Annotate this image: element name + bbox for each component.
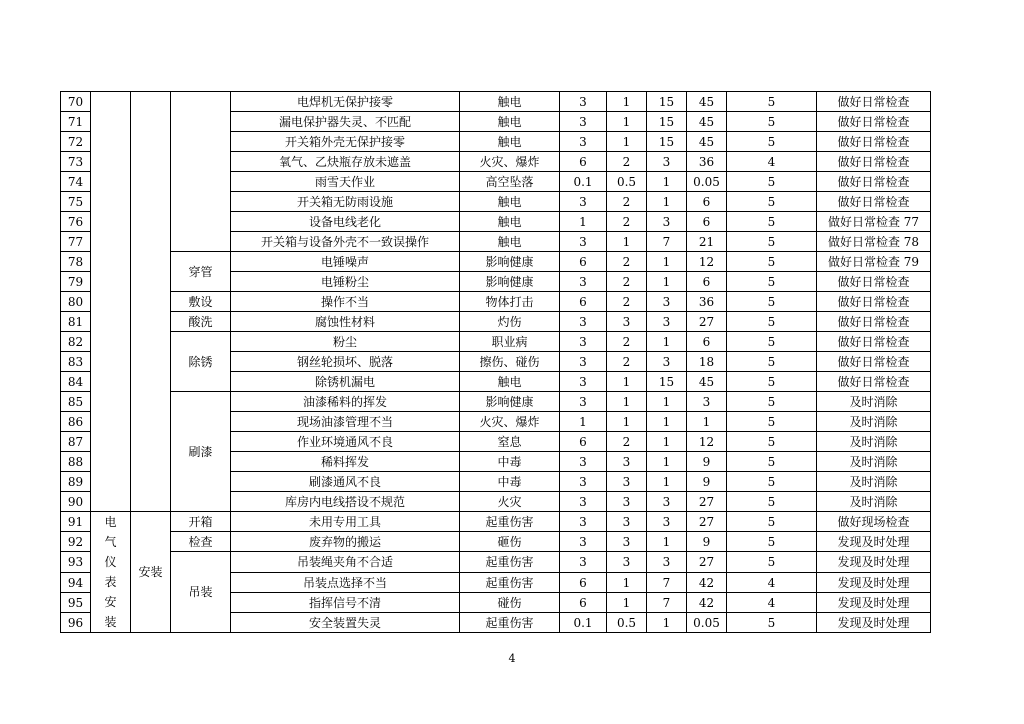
row-number: 75 <box>61 192 91 212</box>
d-value-cell: 6 <box>687 212 727 232</box>
accident-cell: 起重伤害 <box>460 573 560 593</box>
row-number: 81 <box>61 312 91 332</box>
work-step-chuanguan: 穿管 <box>171 252 231 292</box>
work-step-jiancha: 检查 <box>171 532 231 552</box>
hazard-cell: 氧气、乙炔瓶存放未遮盖 <box>231 152 460 172</box>
accident-cell: 触电 <box>460 112 560 132</box>
c-value-cell: 1 <box>647 392 687 412</box>
accident-cell: 触电 <box>460 92 560 112</box>
row-number: 82 <box>61 332 91 352</box>
l-value-cell: 3 <box>560 472 607 492</box>
hazard-cell: 雨雪天作业 <box>231 172 460 192</box>
c-value-cell: 7 <box>647 593 687 613</box>
d-value-cell: 27 <box>687 512 727 532</box>
accident-cell: 中毒 <box>460 452 560 472</box>
table-row <box>61 92 931 112</box>
risk-level-cell: 5 <box>727 172 817 192</box>
risk-assessment-table <box>60 91 931 633</box>
row-number: 80 <box>61 292 91 312</box>
c-value-cell: 15 <box>647 372 687 392</box>
e-value-cell: 2 <box>607 332 647 352</box>
e-value-cell: 1 <box>607 232 647 252</box>
e-value-cell: 2 <box>607 212 647 232</box>
category-blank <box>91 92 131 512</box>
risk-level-cell: 5 <box>727 472 817 492</box>
control-measure-cell: 做好日常检查 <box>817 272 931 292</box>
l-value-cell: 3 <box>560 512 607 532</box>
category-char: 安 <box>104 595 117 609</box>
e-value-cell: 3 <box>607 512 647 532</box>
d-value-cell: 9 <box>687 532 727 552</box>
accident-cell: 职业病 <box>460 332 560 352</box>
hazard-cell: 腐蚀性材料 <box>231 312 460 332</box>
e-value-cell: 3 <box>607 452 647 472</box>
row-number: 88 <box>61 452 91 472</box>
d-value-cell: 0.05 <box>687 613 727 633</box>
control-measure-cell: 做好现场检查 <box>817 512 931 532</box>
control-measure-cell: 发现及时处理 <box>817 552 931 573</box>
d-value-cell: 45 <box>687 132 727 152</box>
risk-level-cell: 5 <box>727 232 817 252</box>
accident-cell: 灼伤 <box>460 312 560 332</box>
l-value-cell: 3 <box>560 532 607 552</box>
hazard-cell: 库房内电线搭设不规范 <box>231 492 460 512</box>
d-value-cell: 36 <box>687 292 727 312</box>
l-value-cell: 0.1 <box>560 613 607 633</box>
work-step-kaixiang: 开箱 <box>171 512 231 532</box>
risk-level-cell: 5 <box>727 512 817 532</box>
risk-level-cell: 4 <box>727 152 817 172</box>
row-number: 93 <box>61 552 91 573</box>
control-measure-cell: 做好日常检查 <box>817 192 931 212</box>
table-row <box>61 392 931 412</box>
control-measure-cell: 做好日常检查 <box>817 92 931 112</box>
row-number: 96 <box>61 613 91 633</box>
control-measure-cell: 做好日常检查 <box>817 332 931 352</box>
c-value-cell: 15 <box>647 112 687 132</box>
row-number: 89 <box>61 472 91 492</box>
l-value-cell: 3 <box>560 452 607 472</box>
d-value-cell: 6 <box>687 272 727 292</box>
l-value-cell: 6 <box>560 292 607 312</box>
accident-cell: 触电 <box>460 372 560 392</box>
l-value-cell: 1 <box>560 212 607 232</box>
d-value-cell: 27 <box>687 312 727 332</box>
control-measure-cell: 发现及时处理 <box>817 613 931 633</box>
d-value-cell: 3 <box>687 392 727 412</box>
row-number: 74 <box>61 172 91 192</box>
accident-cell: 碰伤 <box>460 593 560 613</box>
work-step-blank <box>171 92 231 252</box>
c-value-cell: 15 <box>647 132 687 152</box>
l-value-cell: 6 <box>560 573 607 593</box>
d-value-cell: 45 <box>687 92 727 112</box>
risk-level-cell: 5 <box>727 272 817 292</box>
accident-cell: 火灾、爆炸 <box>460 412 560 432</box>
category-char: 表 <box>104 575 117 589</box>
row-number: 79 <box>61 272 91 292</box>
d-value-cell: 9 <box>687 472 727 492</box>
control-measure-cell: 做好日常检查 <box>817 372 931 392</box>
e-value-cell: 1 <box>607 593 647 613</box>
e-value-cell: 1 <box>607 412 647 432</box>
row-number: 86 <box>61 412 91 432</box>
c-value-cell: 3 <box>647 512 687 532</box>
control-measure-cell: 做好日常检查 79 <box>817 252 931 272</box>
accident-cell: 中毒 <box>460 472 560 492</box>
d-value-cell: 36 <box>687 152 727 172</box>
table-row <box>61 532 931 552</box>
c-value-cell: 1 <box>647 432 687 452</box>
c-value-cell: 1 <box>647 252 687 272</box>
e-value-cell: 3 <box>607 492 647 512</box>
accident-cell: 物体打击 <box>460 292 560 312</box>
d-value-cell: 42 <box>687 593 727 613</box>
d-value-cell: 21 <box>687 232 727 252</box>
e-value-cell: 2 <box>607 352 647 372</box>
work-step-diaozhuang: 吊装 <box>171 552 231 633</box>
control-measure-cell: 做好日常检查 78 <box>817 232 931 252</box>
e-value-cell: 0.5 <box>607 613 647 633</box>
control-measure-cell: 及时消除 <box>817 432 931 452</box>
accident-cell: 触电 <box>460 212 560 232</box>
accident-cell: 擦伤、碰伤 <box>460 352 560 372</box>
hazard-cell: 现场油漆管理不当 <box>231 412 460 432</box>
e-value-cell: 1 <box>607 573 647 593</box>
hazard-cell: 开关箱与设备外壳不一致误操作 <box>231 232 460 252</box>
e-value-cell: 1 <box>607 392 647 412</box>
d-value-cell: 6 <box>687 192 727 212</box>
hazard-cell: 安全装置失灵 <box>231 613 460 633</box>
l-value-cell: 6 <box>560 593 607 613</box>
e-value-cell: 3 <box>607 532 647 552</box>
work-step-chuxiu: 除锈 <box>171 332 231 392</box>
work-step-suanxi: 酸洗 <box>171 312 231 332</box>
c-value-cell: 15 <box>647 92 687 112</box>
e-value-cell: 3 <box>607 312 647 332</box>
row-number: 92 <box>61 532 91 552</box>
row-number: 76 <box>61 212 91 232</box>
d-value-cell: 9 <box>687 452 727 472</box>
control-measure-cell: 及时消除 <box>817 412 931 432</box>
control-measure-cell: 做好日常检查 <box>817 112 931 132</box>
row-number: 72 <box>61 132 91 152</box>
control-measure-cell: 及时消除 <box>817 392 931 412</box>
category-char: 电 <box>104 515 117 529</box>
table-row <box>61 312 931 332</box>
control-measure-cell: 及时消除 <box>817 452 931 472</box>
accident-cell: 砸伤 <box>460 532 560 552</box>
hazard-cell: 电焊机无保护接零 <box>231 92 460 112</box>
table-row <box>61 552 931 573</box>
risk-level-cell: 5 <box>727 432 817 452</box>
d-value-cell: 6 <box>687 332 727 352</box>
control-measure-cell: 做好日常检查 <box>817 312 931 332</box>
control-measure-cell: 及时消除 <box>817 492 931 512</box>
c-value-cell: 1 <box>647 412 687 432</box>
hazard-cell: 作业环境通风不良 <box>231 432 460 452</box>
l-value-cell: 6 <box>560 152 607 172</box>
d-value-cell: 45 <box>687 372 727 392</box>
row-number: 84 <box>61 372 91 392</box>
e-value-cell: 2 <box>607 292 647 312</box>
c-value-cell: 7 <box>647 232 687 252</box>
c-value-cell: 7 <box>647 573 687 593</box>
accident-cell: 影响健康 <box>460 392 560 412</box>
hazard-cell: 开关箱外壳无保护接零 <box>231 132 460 152</box>
c-value-cell: 3 <box>647 312 687 332</box>
c-value-cell: 1 <box>647 472 687 492</box>
risk-level-cell: 5 <box>727 613 817 633</box>
l-value-cell: 3 <box>560 272 607 292</box>
hazard-cell: 电锤噪声 <box>231 252 460 272</box>
l-value-cell: 3 <box>560 392 607 412</box>
c-value-cell: 1 <box>647 172 687 192</box>
control-measure-cell: 做好日常检查 <box>817 152 931 172</box>
c-value-cell: 1 <box>647 272 687 292</box>
e-value-cell: 2 <box>607 272 647 292</box>
e-value-cell: 1 <box>607 372 647 392</box>
l-value-cell: 3 <box>560 332 607 352</box>
l-value-cell: 0.1 <box>560 172 607 192</box>
risk-level-cell: 5 <box>727 532 817 552</box>
c-value-cell: 3 <box>647 352 687 372</box>
row-number: 77 <box>61 232 91 252</box>
d-value-cell: 27 <box>687 492 727 512</box>
control-measure-cell: 发现及时处理 <box>817 593 931 613</box>
category-char: 气 <box>104 535 117 549</box>
hazard-cell: 稀料挥发 <box>231 452 460 472</box>
accident-cell: 起重伤害 <box>460 552 560 573</box>
hazard-cell: 粉尘 <box>231 332 460 352</box>
accident-cell: 影响健康 <box>460 272 560 292</box>
d-value-cell: 12 <box>687 432 727 452</box>
e-value-cell: 2 <box>607 152 647 172</box>
hazard-cell: 开关箱无防雨设施 <box>231 192 460 212</box>
c-value-cell: 3 <box>647 212 687 232</box>
row-number: 71 <box>61 112 91 132</box>
d-value-cell: 0.05 <box>687 172 727 192</box>
subcategory-install: 安装 <box>131 512 171 633</box>
e-value-cell: 2 <box>607 252 647 272</box>
control-measure-cell: 发现及时处理 <box>817 532 931 552</box>
d-value-cell: 1 <box>687 412 727 432</box>
hazard-cell: 钢丝轮损坏、脱落 <box>231 352 460 372</box>
accident-cell: 高空坠落 <box>460 172 560 192</box>
table-row <box>61 292 931 312</box>
row-number: 73 <box>61 152 91 172</box>
row-number: 91 <box>61 512 91 532</box>
c-value-cell: 1 <box>647 452 687 472</box>
d-value-cell: 27 <box>687 552 727 573</box>
page-number: 4 <box>508 652 516 665</box>
c-value-cell: 3 <box>647 492 687 512</box>
e-value-cell: 1 <box>607 92 647 112</box>
hazard-cell: 吊装绳夹角不合适 <box>231 552 460 573</box>
hazard-cell: 吊装点选择不当 <box>231 573 460 593</box>
accident-cell: 触电 <box>460 192 560 212</box>
l-value-cell: 3 <box>560 92 607 112</box>
hazard-cell: 除锈机漏电 <box>231 372 460 392</box>
risk-level-cell: 5 <box>727 252 817 272</box>
risk-level-cell: 5 <box>727 552 817 573</box>
table-body <box>61 92 931 633</box>
c-value-cell: 1 <box>647 192 687 212</box>
risk-level-cell: 5 <box>727 332 817 352</box>
e-value-cell: 2 <box>607 192 647 212</box>
l-value-cell: 3 <box>560 372 607 392</box>
risk-level-cell: 5 <box>727 352 817 372</box>
risk-level-cell: 4 <box>727 573 817 593</box>
row-number: 94 <box>61 573 91 593</box>
hazard-cell: 电锤粉尘 <box>231 272 460 292</box>
risk-level-cell: 4 <box>727 593 817 613</box>
hazard-cell: 操作不当 <box>231 292 460 312</box>
table-row <box>61 252 931 272</box>
risk-level-cell: 5 <box>727 192 817 212</box>
e-value-cell: 1 <box>607 132 647 152</box>
accident-cell: 起重伤害 <box>460 512 560 532</box>
c-value-cell: 3 <box>647 292 687 312</box>
hazard-cell: 指挥信号不清 <box>231 593 460 613</box>
l-value-cell: 3 <box>560 352 607 372</box>
e-value-cell: 1 <box>607 112 647 132</box>
d-value-cell: 18 <box>687 352 727 372</box>
accident-cell: 触电 <box>460 132 560 152</box>
table-row <box>61 332 931 352</box>
c-value-cell: 1 <box>647 332 687 352</box>
e-value-cell: 3 <box>607 472 647 492</box>
c-value-cell: 1 <box>647 613 687 633</box>
risk-level-cell: 5 <box>727 292 817 312</box>
l-value-cell: 3 <box>560 232 607 252</box>
l-value-cell: 3 <box>560 312 607 332</box>
c-value-cell: 1 <box>647 532 687 552</box>
row-number: 95 <box>61 593 91 613</box>
l-value-cell: 3 <box>560 192 607 212</box>
control-measure-cell: 做好日常检查 77 <box>817 212 931 232</box>
risk-level-cell: 5 <box>727 392 817 412</box>
d-value-cell: 12 <box>687 252 727 272</box>
risk-level-cell: 5 <box>727 492 817 512</box>
d-value-cell: 42 <box>687 573 727 593</box>
risk-level-cell: 5 <box>727 132 817 152</box>
row-number: 87 <box>61 432 91 452</box>
control-measure-cell: 及时消除 <box>817 472 931 492</box>
hazard-cell: 废弃物的搬运 <box>231 532 460 552</box>
control-measure-cell: 做好日常检查 <box>817 292 931 312</box>
hazard-cell: 设备电线老化 <box>231 212 460 232</box>
e-value-cell: 0.5 <box>607 172 647 192</box>
category-char: 仪 <box>104 555 117 569</box>
row-number: 85 <box>61 392 91 412</box>
hazard-cell: 漏电保护器失灵、不匹配 <box>231 112 460 132</box>
category-char: 装 <box>104 615 117 629</box>
accident-cell: 火灾 <box>460 492 560 512</box>
accident-cell: 火灾、爆炸 <box>460 152 560 172</box>
control-measure-cell: 做好日常检查 <box>817 352 931 372</box>
accident-cell: 窒息 <box>460 432 560 452</box>
c-value-cell: 3 <box>647 152 687 172</box>
row-number: 78 <box>61 252 91 272</box>
l-value-cell: 1 <box>560 412 607 432</box>
row-number: 90 <box>61 492 91 512</box>
hazard-cell: 刷漆通风不良 <box>231 472 460 492</box>
l-value-cell: 3 <box>560 132 607 152</box>
d-value-cell: 45 <box>687 112 727 132</box>
risk-level-cell: 5 <box>727 112 817 132</box>
e-value-cell: 2 <box>607 432 647 452</box>
subcategory-blank <box>131 92 171 512</box>
accident-cell: 触电 <box>460 232 560 252</box>
risk-level-cell: 5 <box>727 372 817 392</box>
row-number: 83 <box>61 352 91 372</box>
control-measure-cell: 发现及时处理 <box>817 573 931 593</box>
l-value-cell: 3 <box>560 492 607 512</box>
control-measure-cell: 做好日常检查 <box>817 132 931 152</box>
table-row <box>61 512 931 532</box>
c-value-cell: 3 <box>647 552 687 573</box>
accident-cell: 影响健康 <box>460 252 560 272</box>
hazard-cell: 未用专用工具 <box>231 512 460 532</box>
control-measure-cell: 做好日常检查 <box>817 172 931 192</box>
hazard-cell: 油漆稀料的挥发 <box>231 392 460 412</box>
e-value-cell: 3 <box>607 552 647 573</box>
l-value-cell: 6 <box>560 432 607 452</box>
row-number: 70 <box>61 92 91 112</box>
risk-level-cell: 5 <box>727 412 817 432</box>
major-category-electrical-instrument-install <box>91 512 131 633</box>
l-value-cell: 6 <box>560 252 607 272</box>
work-step-fushe: 敷设 <box>171 292 231 312</box>
l-value-cell: 3 <box>560 112 607 132</box>
work-step-shuaqi: 刷漆 <box>171 392 231 512</box>
risk-level-cell: 5 <box>727 452 817 472</box>
risk-level-cell: 5 <box>727 212 817 232</box>
risk-level-cell: 5 <box>727 312 817 332</box>
accident-cell: 起重伤害 <box>460 613 560 633</box>
risk-level-cell: 5 <box>727 92 817 112</box>
l-value-cell: 3 <box>560 552 607 573</box>
